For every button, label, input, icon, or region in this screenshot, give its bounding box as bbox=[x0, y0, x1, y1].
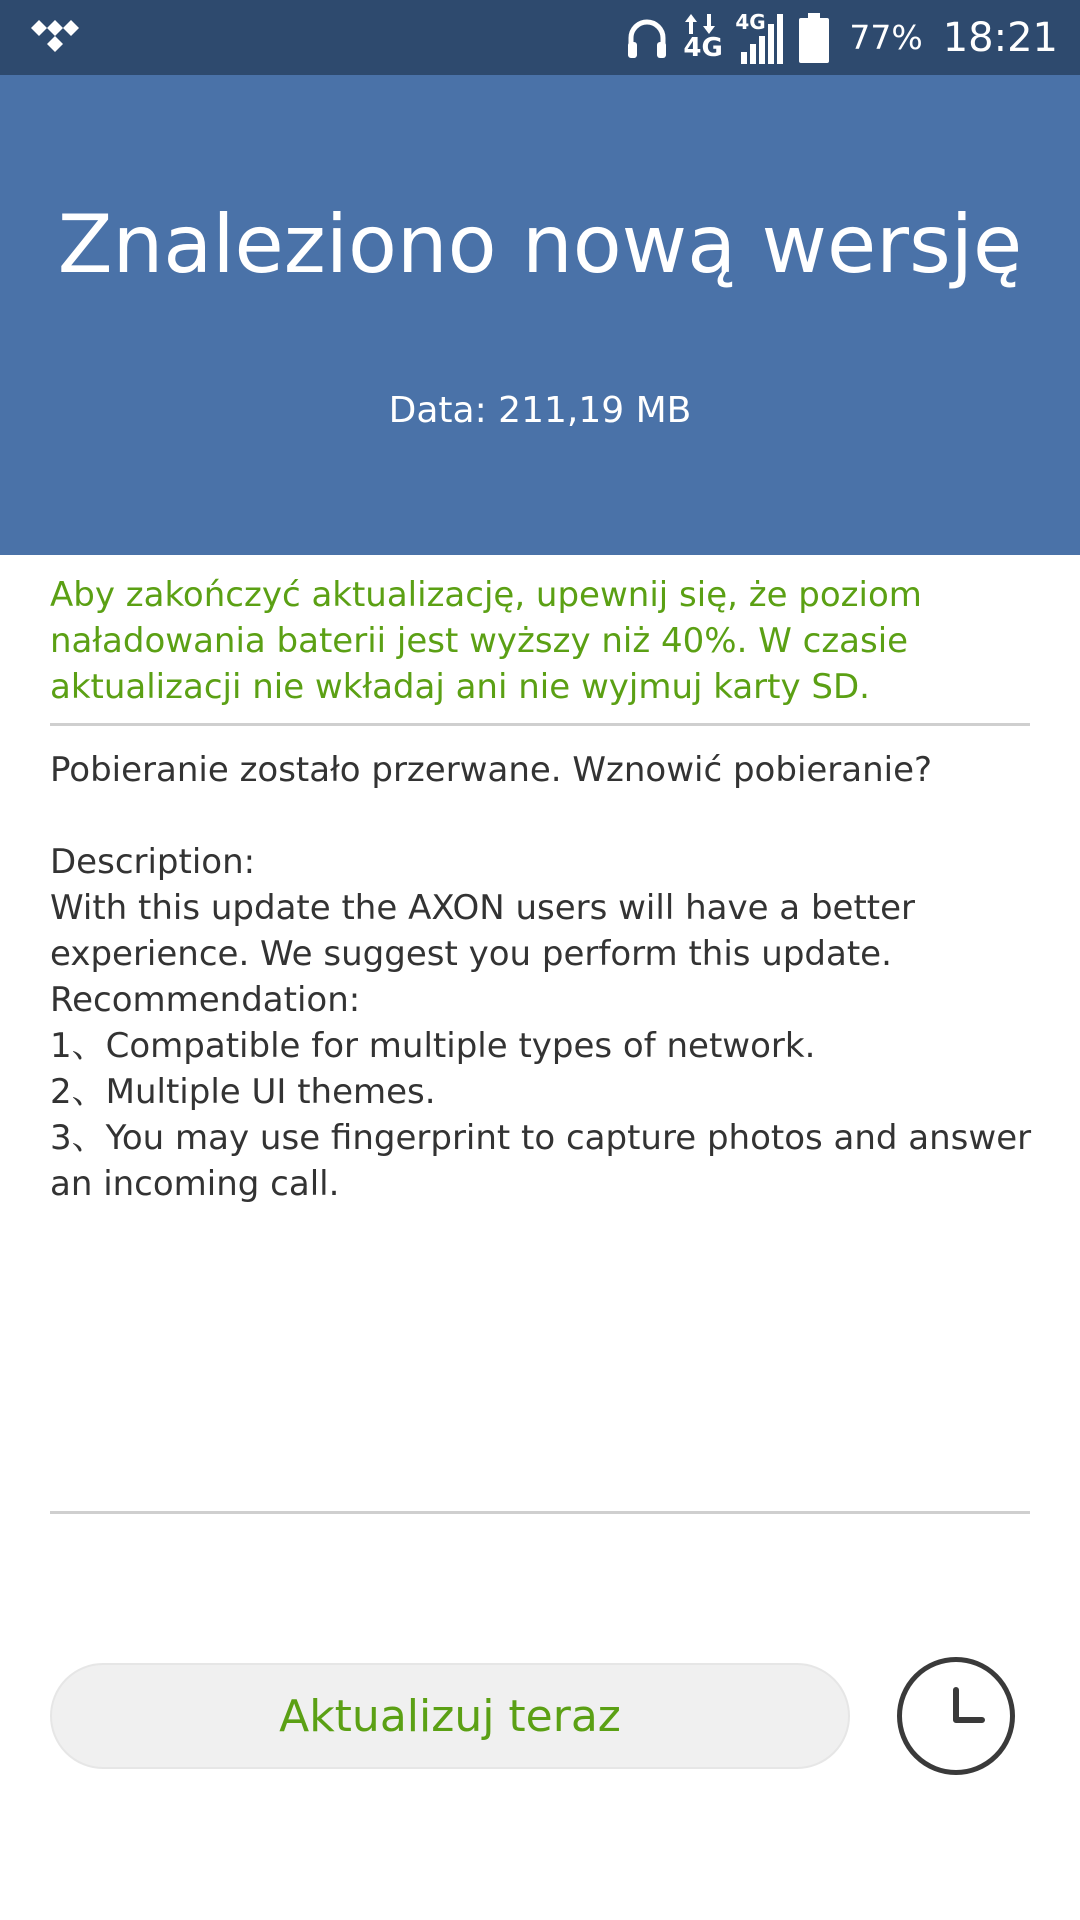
status-icons bbox=[625, 0, 1058, 75]
4g-signal-icon bbox=[735, 9, 783, 64]
remind-later-button[interactable] bbox=[897, 1657, 1015, 1775]
signal-network-label: 4G bbox=[735, 9, 766, 34]
clock-icon bbox=[902, 1662, 1010, 1770]
recommendation-label: Recommendation: bbox=[50, 980, 361, 1020]
recommendation-item: 2、Multiple UI themes. bbox=[50, 1072, 436, 1112]
battery-icon bbox=[797, 13, 831, 63]
headphones-icon bbox=[625, 16, 669, 60]
page-title: Znaleziono nową wersję bbox=[57, 198, 1023, 291]
resume-prompt: Pobieranie zostało przerwane. Wznowić pobieranie? bbox=[50, 750, 933, 790]
status-bar bbox=[0, 0, 1080, 75]
spacer bbox=[50, 793, 1040, 839]
description-text: With this update the AXON users will have a better experience. We suggest you perform this update. bbox=[50, 888, 916, 974]
battery-percent: 77% bbox=[849, 18, 923, 57]
divider-top bbox=[50, 723, 1030, 726]
recommendation-item: 1、Compatible for multiple types of network. bbox=[50, 1026, 816, 1066]
recommendation-item: 3、You may use fingerprint to capture photos and answer an incoming call. bbox=[50, 1118, 1032, 1204]
status-clock: 18:21 bbox=[942, 14, 1058, 61]
divider-bottom bbox=[50, 1511, 1030, 1514]
update-header bbox=[0, 75, 1080, 555]
tidal-logo-icon bbox=[30, 18, 80, 58]
update-now-button[interactable]: Aktualizuj teraz bbox=[50, 1663, 850, 1769]
description-label: Description: bbox=[50, 842, 256, 882]
network-label: 4G bbox=[683, 32, 723, 63]
4g-data-icon bbox=[683, 12, 721, 64]
update-details bbox=[50, 747, 1040, 1207]
battery-warning: Aby zakończyć aktualizację, upewnij się, że poziom naładowania baterii jest wyższy niż 40%. W czasie aktualizacji nie wkładaj ani nie wyjmuj karty SD. bbox=[50, 575, 922, 707]
update-size: Data: 211,19 MB bbox=[388, 390, 692, 431]
